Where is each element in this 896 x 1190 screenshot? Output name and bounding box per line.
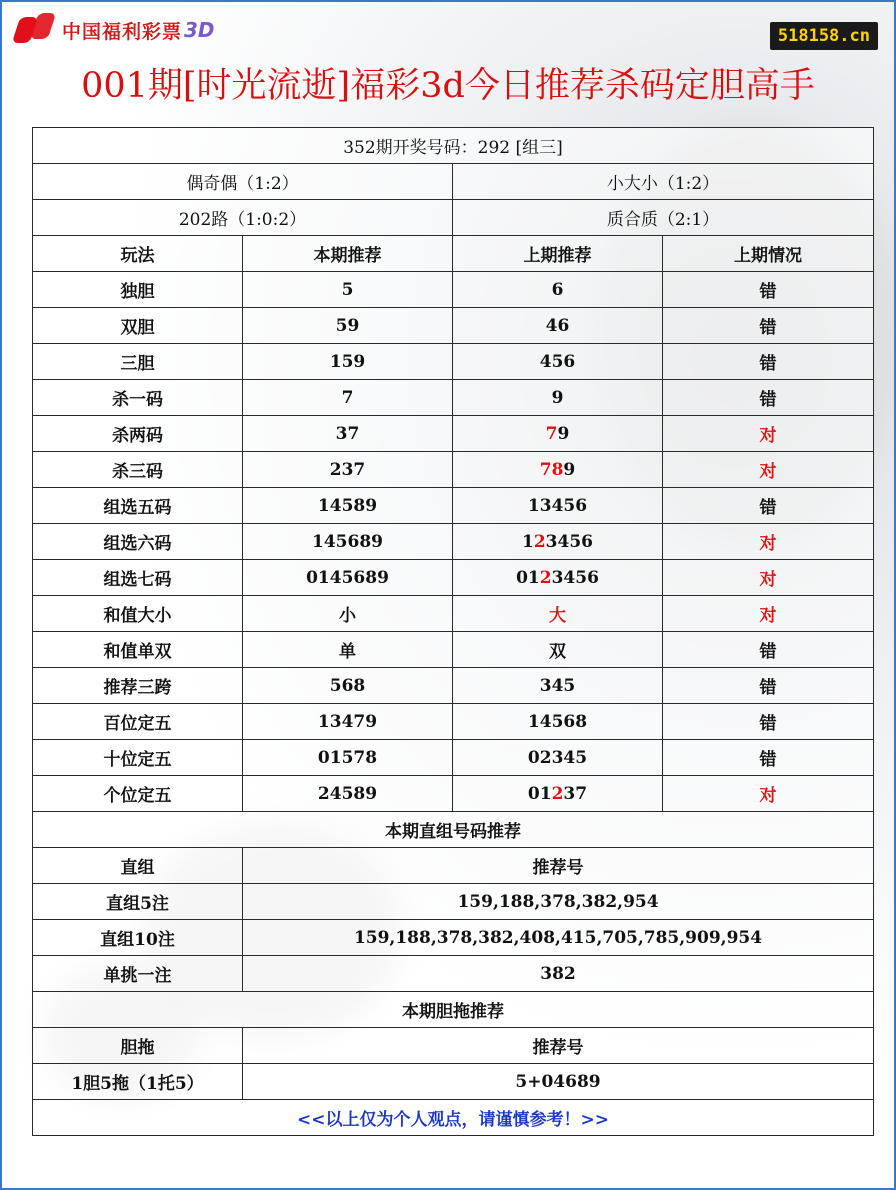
play-cell: 组选六码 [33, 524, 243, 560]
previous-cell [453, 524, 663, 560]
previous-segment: 46 [545, 315, 570, 336]
previous-cell [453, 308, 663, 344]
column-header-previous: 上期推荐 [453, 236, 663, 272]
direct-label-cell: 单挑一注 [33, 956, 243, 992]
result-cell: 错 [663, 632, 874, 668]
play-cell: 百位定五 [33, 704, 243, 740]
last-draw-row [33, 128, 874, 164]
prime-cell: 质合质（2:1） [453, 200, 874, 236]
current-cell: 37 [243, 416, 453, 452]
previous-segment: 2 [533, 531, 546, 552]
play-cell: 杀三码 [33, 452, 243, 488]
play-cell: 个位定五 [33, 776, 243, 812]
play-cell: 杀两码 [33, 416, 243, 452]
footer-row [33, 1100, 874, 1136]
column-header-current: 本期推荐 [243, 236, 453, 272]
page-title: 001期[时光流逝]福彩3d今日推荐杀码定胆高手 [81, 66, 815, 106]
previous-cell [453, 704, 663, 740]
previous-cell [453, 488, 663, 524]
previous-cell [453, 632, 663, 668]
previous-segment: 1 [521, 531, 534, 552]
result-cell: 错 [663, 668, 874, 704]
current-cell: 59 [243, 308, 453, 344]
current-cell: 568 [243, 668, 453, 704]
last-draw-cell: 352期开奖号码：292 [组三] [33, 128, 874, 164]
current-cell: 单 [243, 632, 453, 668]
size-cell: 小大小（1:2） [453, 164, 874, 200]
drag-header-row [33, 1028, 874, 1064]
previous-segment: 双 [549, 642, 566, 662]
table-row [33, 704, 874, 740]
direct-label-cell: 直组5注 [33, 884, 243, 920]
previous-cell [453, 560, 663, 596]
previous-segment: 01 [516, 567, 540, 588]
direct-header-row [33, 848, 874, 884]
direct-column-label: 直组 [33, 848, 243, 884]
table-row [33, 524, 874, 560]
summary-row [33, 164, 874, 200]
result-cell: 对 [663, 560, 874, 596]
drag-title-row [33, 992, 874, 1028]
previous-segment: 14568 [527, 711, 588, 732]
previous-segment: 9 [551, 387, 564, 408]
previous-cell [453, 596, 663, 632]
play-cell: 双胆 [33, 308, 243, 344]
direct-section-title: 本期直组号码推荐 [33, 812, 874, 848]
play-cell: 和值单双 [33, 632, 243, 668]
column-header-row [33, 236, 874, 272]
previous-cell [453, 668, 663, 704]
result-cell: 对 [663, 776, 874, 812]
play-cell: 三胆 [33, 344, 243, 380]
road-cell: 202路（1:0:2） [33, 200, 453, 236]
previous-segment: 02345 [527, 747, 588, 768]
current-cell: 小 [243, 596, 453, 632]
lottery-logo-icon [12, 11, 56, 49]
table-body [33, 128, 874, 1136]
column-header-play: 玩法 [33, 236, 243, 272]
current-cell: 14589 [243, 488, 453, 524]
previous-segment: 3456 [551, 567, 599, 588]
result-cell: 对 [663, 596, 874, 632]
table-row [33, 416, 874, 452]
table-row [33, 452, 874, 488]
play-cell: 组选七码 [33, 560, 243, 596]
table-row [33, 632, 874, 668]
previous-segment: 37 [563, 783, 588, 804]
site-badge[interactable]: 518158.cn [770, 22, 878, 50]
result-cell: 错 [663, 704, 874, 740]
previous-cell [453, 272, 663, 308]
current-cell: 24589 [243, 776, 453, 812]
disclaimer-note: <<以上仅为个人观点，请谨慎参考！>> [33, 1100, 874, 1136]
play-cell: 独胆 [33, 272, 243, 308]
result-cell: 错 [663, 740, 874, 776]
lottery-logo [12, 10, 215, 50]
current-cell: 5 [243, 272, 453, 308]
recommendation-table [32, 127, 874, 1136]
previous-cell [453, 380, 663, 416]
current-cell: 237 [243, 452, 453, 488]
result-cell: 对 [663, 524, 874, 560]
table-row [33, 776, 874, 812]
drag-column-label: 胆拖 [33, 1028, 243, 1064]
current-cell: 7 [243, 380, 453, 416]
previous-cell [453, 776, 663, 812]
play-cell: 和值大小 [33, 596, 243, 632]
current-cell: 159 [243, 344, 453, 380]
table-row [33, 308, 874, 344]
summary-row [33, 200, 874, 236]
previous-cell [453, 452, 663, 488]
play-cell: 推荐三跨 [33, 668, 243, 704]
table-row [33, 344, 874, 380]
previous-segment: 456 [539, 351, 576, 372]
drag-column-value: 推荐号 [243, 1028, 874, 1064]
result-cell: 对 [663, 452, 874, 488]
drag-section-title: 本期胆拖推荐 [33, 992, 874, 1028]
table-row [33, 560, 874, 596]
play-cell: 十位定五 [33, 740, 243, 776]
column-header-result: 上期情况 [663, 236, 874, 272]
previous-segment: 01 [527, 783, 552, 804]
table-row [33, 1064, 874, 1100]
direct-value-cell: 159,188,378,382,408,415,705,785,909,954 [243, 920, 874, 956]
previous-cell [453, 344, 663, 380]
logo-text: 中国福利彩票 [62, 21, 183, 43]
direct-label-cell: 直组10注 [33, 920, 243, 956]
direct-value-cell: 159,188,378,382,954 [243, 884, 874, 920]
previous-segment: 2 [551, 783, 564, 804]
previous-segment: 13456 [527, 495, 588, 516]
table-row [33, 668, 874, 704]
direct-title-row [33, 812, 874, 848]
previous-cell [453, 416, 663, 452]
result-cell: 错 [663, 488, 874, 524]
drag-value-cell: 5+04689 [243, 1064, 874, 1100]
table-row [33, 596, 874, 632]
table-row [33, 272, 874, 308]
result-cell: 错 [663, 344, 874, 380]
current-cell: 13479 [243, 704, 453, 740]
table-row [33, 956, 874, 992]
odd-even-cell: 偶奇偶（1:2） [33, 164, 453, 200]
previous-segment: 78 [539, 459, 564, 480]
previous-segment: 6 [551, 279, 564, 300]
current-cell: 145689 [243, 524, 453, 560]
result-cell: 错 [663, 308, 874, 344]
previous-segment: 9 [557, 423, 570, 444]
previous-cell [453, 740, 663, 776]
table-row [33, 884, 874, 920]
current-cell: 0145689 [243, 560, 453, 596]
table-row [33, 380, 874, 416]
result-cell: 对 [663, 416, 874, 452]
table-row [33, 920, 874, 956]
previous-segment: 9 [563, 459, 576, 480]
result-cell: 错 [663, 272, 874, 308]
drag-label-cell: 1胆5拖（1托5） [33, 1064, 243, 1100]
result-cell: 错 [663, 380, 874, 416]
direct-column-value: 推荐号 [243, 848, 874, 884]
direct-value-cell: 382 [243, 956, 874, 992]
play-cell: 杀一码 [33, 380, 243, 416]
play-cell: 组选五码 [33, 488, 243, 524]
previous-segment: 3456 [545, 531, 593, 552]
previous-segment: 大 [549, 606, 566, 626]
previous-segment: 345 [539, 675, 576, 696]
current-cell: 01578 [243, 740, 453, 776]
previous-segment: 7 [545, 423, 558, 444]
table-row [33, 488, 874, 524]
logo-3d-text: 3D [184, 18, 215, 42]
table-row [33, 740, 874, 776]
previous-segment: 2 [539, 567, 552, 588]
